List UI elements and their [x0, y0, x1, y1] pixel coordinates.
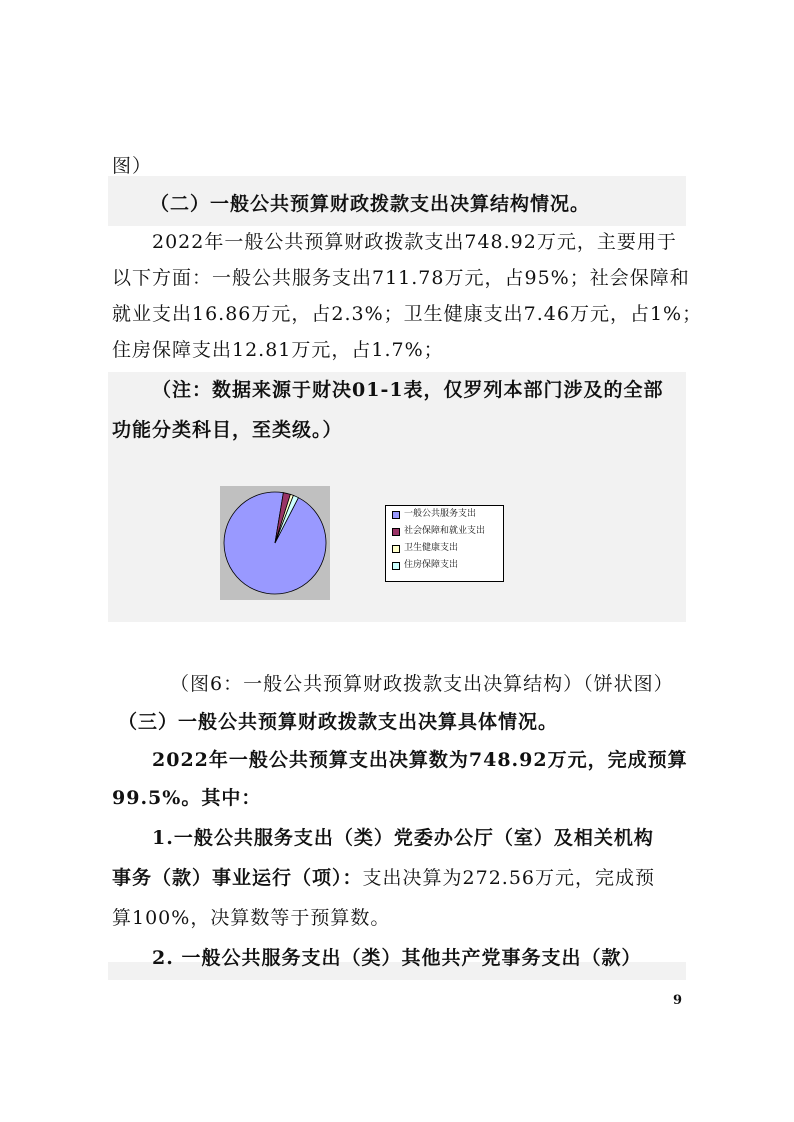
- legend-swatch: [392, 511, 400, 519]
- legend-swatch: [392, 562, 400, 570]
- legend-label: 社会保障和就业支出: [404, 526, 486, 536]
- paragraph-line: 就业支出16.86万元，占2.3%；卫生健康支出7.46万元，占1%；: [112, 303, 703, 325]
- legend-item: [386, 557, 503, 574]
- paragraph-line: 2022年一般公共预算财政拨款支出748.92万元，主要用于: [152, 231, 677, 253]
- pie-chart-plot-area: [220, 486, 330, 600]
- legend-swatch: [392, 545, 400, 553]
- section-heading-3: （三）一般公共预算财政拨款支出决算具体情况。: [118, 711, 559, 733]
- shaded-band: [108, 372, 686, 622]
- paragraph-line: 以下方面：一般公共服务支出711.78万元，占95%；社会保障和: [112, 267, 690, 289]
- text-line: 图）: [112, 155, 153, 177]
- paragraph-line: 住房保障支出12.81万元，占1.7%；: [112, 339, 444, 361]
- legend-item: [386, 523, 503, 540]
- list-item-line: 2. 一般公共服务支出（类）其他共产党事务支出（款）: [152, 947, 642, 969]
- item-title: 事务（款）事业运行（项）：: [112, 867, 363, 889]
- list-item-line: 算100%，决算数等于预算数。: [112, 907, 391, 929]
- pie-chart: [220, 486, 330, 600]
- legend-label: 住房保障支出: [404, 560, 459, 570]
- legend-item: [386, 540, 503, 557]
- list-item-line: [112, 866, 655, 890]
- list-item-line: 1.一般公共服务支出（类）党委办公厅（室）及相关机构: [152, 827, 654, 849]
- chart-legend: [385, 505, 504, 582]
- page-number: 9: [672, 993, 682, 1008]
- note-line: （注：数据来源于财决01-1表，仅罗列本部门涉及的全部: [152, 379, 664, 401]
- paragraph-line: 99.5%。其中：: [112, 787, 262, 809]
- figure-caption: （图6：一般公共预算财政拨款支出决算结构）（饼状图）: [170, 673, 674, 695]
- legend-swatch: [392, 528, 400, 536]
- legend-item: [386, 506, 503, 523]
- legend-label: 卫生健康支出: [404, 543, 459, 553]
- legend-label: 一般公共服务支出: [404, 509, 477, 519]
- item-text: 支出决算为272.56万元，完成预: [362, 867, 655, 889]
- note-line: 功能分类科目，至类级。）: [112, 419, 343, 441]
- section-heading-2: （二）一般公共预算财政拨款支出决算结构情况。: [150, 193, 591, 215]
- paragraph-line: 2022年一般公共预算支出决算数为748.92万元，完成预算: [152, 749, 688, 771]
